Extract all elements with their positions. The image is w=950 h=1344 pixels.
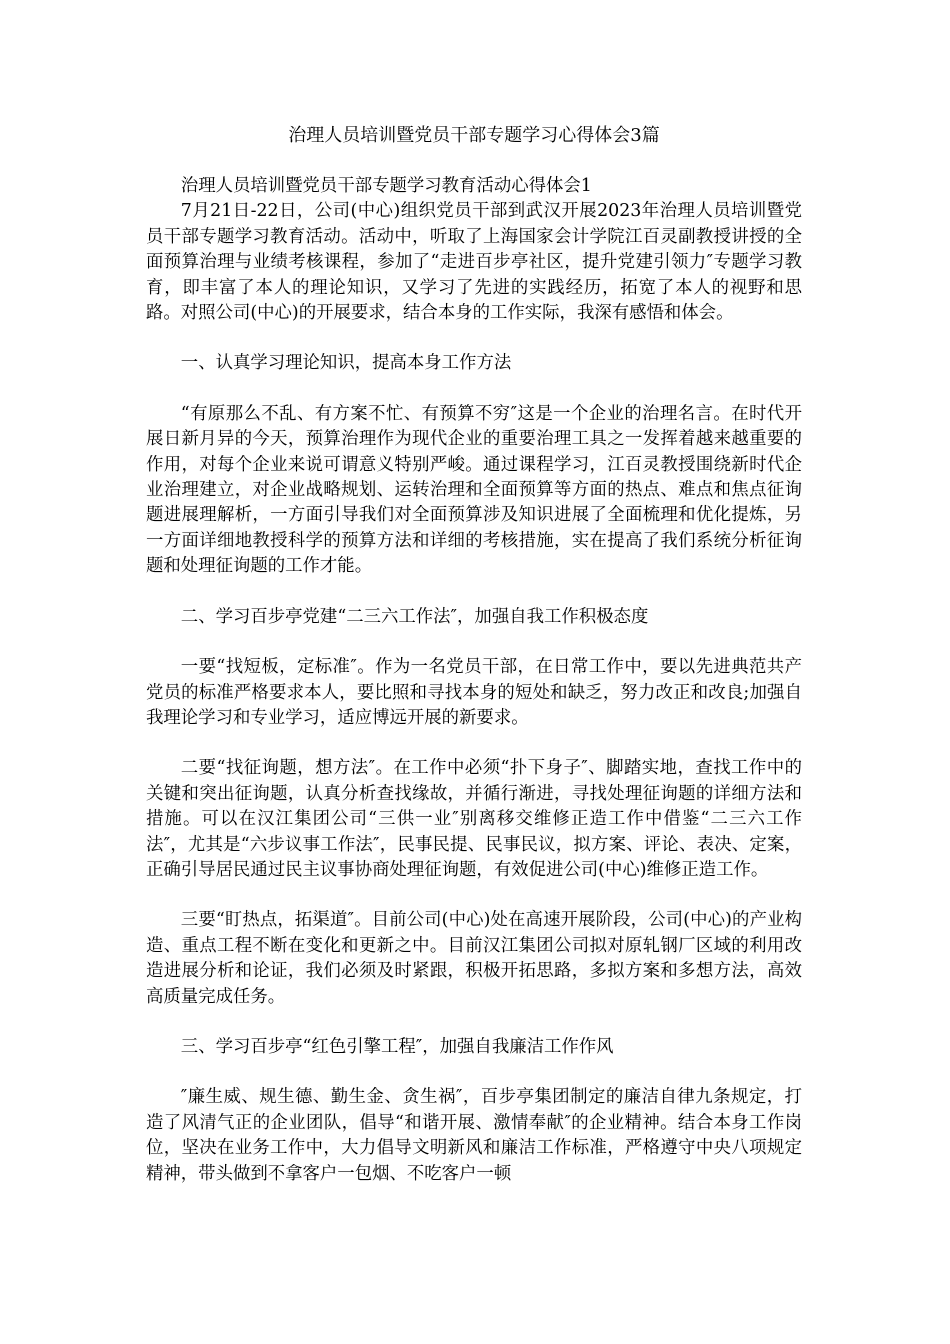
subtitle-paragraph: 治理人员培训暨党员干部专题学习教育活动心得体会1 bbox=[180, 176, 592, 196]
document-title: 治理人员培训暨党员干部专题学习心得体会3篇 bbox=[288, 125, 660, 146]
body-paragraph-5: ″廉生威、规生德、勤生金、贪生祸″，百步亭集团制定的廉洁自律九条规定，打造了风清气正的企业团队，倡导“和谐开展、激情奉献″的企业精神。结合本身工作岗位，坚决在业务工作中，大力倡导文明新风和廉洁工作标准，严格遵守中央八项规定精神，带头做到不拿客户一包烟、不吃客户一顿 bbox=[146, 1087, 802, 1184]
section-heading-3: 三、学习百步亭“红色引擎工程″，加强自我廉洁工作作风 bbox=[180, 1036, 614, 1057]
body-paragraph-1: “有原那么不乱、有方案不忙、有预算不穷″这是一个企业的治理名言。在时代开展日新月异的今天，预算治理作为现代企业的重要治理工具之一发挥着越来越重要的作用，对每个企业来说可谓意义特别严峻。通过课程学习，江百灵教授围绕新时代企业治理建立，对企业战略规划、运转治理和全面预算等方面的热点、难点和焦点征询题进展理解析，一方面引导我们对全面预算涉及知识进展了全面梳理和优化提炼，另一方面详细地教授科学的预算方法和详细的考核措施，实在提高了我们系统分析征询题和处理征询题的工作才能。 bbox=[146, 403, 802, 577]
document-page bbox=[146, 124, 802, 1187]
body-paragraph-2: 一要“找短板，定标准″。作为一名党员干部，在日常工作中，要以先进典范共产党员的标准严格要求本人，要比照和寻找本身的短处和缺乏，努力改正和改良;加强自我理论学习和专业学习，适应博远开展的新要求。 bbox=[146, 657, 802, 728]
section-heading-2: 二、学习百步亭党建“二三六工作法″，加强自我工作积极态度 bbox=[180, 606, 649, 627]
intro-paragraph: 7月21日-22日，公司(中心)组织党员干部到武汉开展2023年治理人员培训暨党员干部专题学习教育活动。活动中，听取了上海国家会计学院江百灵副教授讲授的全面预算治理与业绩考核课程，参加了“走进百步亭社区，提升党建引领力″专题学习教育，即丰富了本人的理论知识，又学习了先进的实践经历，拓宽了本人的视野和思路。对照公司(中心)的开展要求，结合本身的工作实际，我深有感悟和体会。 bbox=[146, 201, 802, 324]
body-paragraph-4: 三要“盯热点，拓渠道″。目前公司(中心)处在高速开展阶段，公司(中心)的产业构造、重点工程不断在变化和更新之中。目前汉江集团公司拟对原轧钢厂区域的利用改造进展分析和论证，我们必须及时紧跟，积极开拓思路，多拟方案和多想方法，高效高质量完成任务。 bbox=[146, 910, 802, 1007]
body-paragraph-3: 二要“找征询题，想方法″。在工作中必须“扑下身子″、脚踏实地，查找工作中的关键和突出征询题，认真分析查找缘故，并循行渐进，寻找处理征询题的详细方法和措施。可以在汉江集团公司“三供一业″别离移交维修正造工作中借鉴“二三六工作法″，尤其是“六步议事工作法″，民事民提、民事民议，拟方案、评论、表决、定案，正确引导居民通过民主议事协商处理征询题，有效促进公司(中心)维修正造工作。 bbox=[146, 758, 802, 880]
section-heading-1: 一、认真学习理论知识，提高本身工作方法 bbox=[180, 353, 512, 374]
